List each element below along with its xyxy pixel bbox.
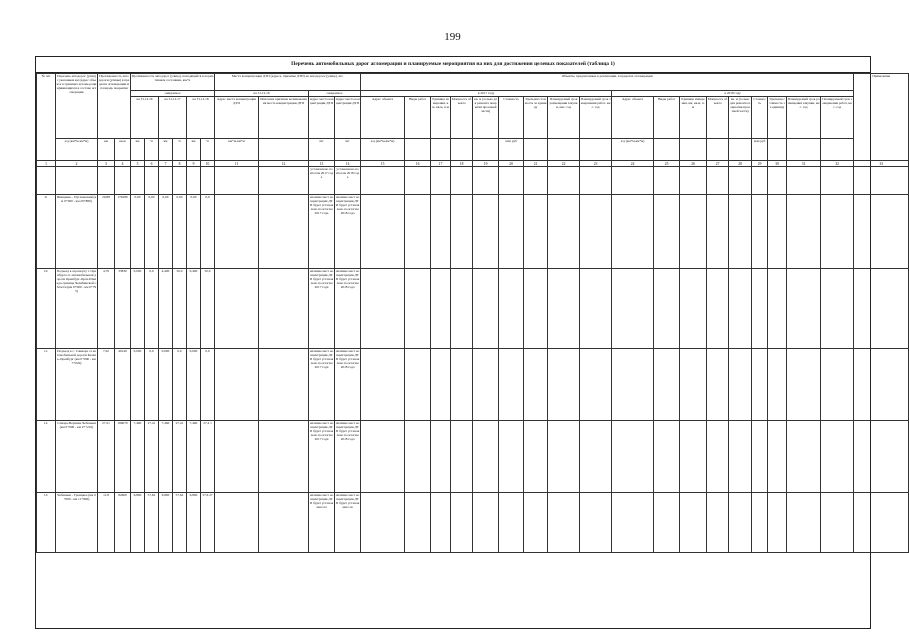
cell-empty <box>768 269 787 349</box>
unit-road-17: а/д (км*м-км*м) <box>361 139 405 161</box>
cell-p3: 57,6 27 <box>201 493 215 553</box>
cell-empty <box>707 421 729 493</box>
cell-area: 179280 <box>115 195 131 269</box>
cell-v1: 0,000 <box>131 349 145 421</box>
cell-empty <box>215 349 259 421</box>
header-dtp-1216: на 31.12.16 <box>215 91 309 97</box>
cell-empty <box>612 269 654 349</box>
header-cost-18: Стоимость <box>752 97 768 139</box>
cell-v3: 0,00 <box>187 195 201 269</box>
cell-v2: 0,000 <box>159 349 173 421</box>
cell-empty <box>854 349 909 421</box>
cell-v3: 6,800 <box>187 493 201 553</box>
header-unit-18: Единица измерения, км, кв.м, п.м <box>680 97 707 139</box>
header-cost-17: Стоимость <box>499 97 524 139</box>
cell-empty <box>499 493 524 553</box>
column-number: 31 <box>787 161 821 167</box>
cell-empty <box>752 421 768 493</box>
cell-empty <box>499 269 524 349</box>
cell-empty <box>361 493 405 553</box>
cell-empty <box>752 493 768 553</box>
column-number: 22 <box>548 161 580 167</box>
header-note: Примечание <box>854 74 909 161</box>
header-obj-addr-17: Адрес объекта <box>361 97 405 139</box>
cell-p1: 0,00 <box>145 195 159 269</box>
cell-empty <box>259 195 309 269</box>
cell-empty <box>707 493 729 553</box>
cell-empty <box>612 421 654 493</box>
column-number: 11 <box>215 161 259 167</box>
cell-empty <box>612 349 654 421</box>
cell-empty <box>768 195 787 269</box>
cell-c14: наличие мест концентрации ДТП будет установлено по <box>335 493 361 553</box>
column-number: 8 <box>173 161 187 167</box>
header-row-units <box>37 139 909 161</box>
column-number: 25 <box>654 161 680 167</box>
cell-p3: 0,0 <box>201 195 215 269</box>
header-d1217: на 31.12.17 <box>159 97 187 139</box>
cell-empty <box>405 349 431 421</box>
header-row-1 <box>37 74 909 91</box>
cell-empty <box>405 269 431 349</box>
cell-area: 49140 <box>115 349 131 421</box>
cell-empty <box>473 195 499 269</box>
cell-c14: наличие мест концентрации ДТП будет установлено по итогам 2018 года <box>335 269 361 349</box>
cell-empty <box>787 195 821 269</box>
header-work-18: Виды работ <box>654 97 680 139</box>
column-number: 24 <box>612 161 654 167</box>
cell-len: 27,21 <box>98 421 115 493</box>
cell-empty <box>854 421 909 493</box>
cont-c13: установлено по итогам 2017 года <box>309 167 335 195</box>
header-end-18: Планируемый срок завершения работ, мес. год <box>821 97 854 139</box>
header-normative: Протяженность автодорог (улица), находящейся в нормативном состоянии, км/% <box>131 74 215 91</box>
column-number: 32 <box>821 161 854 167</box>
unit-mln-17: млн руб <box>499 139 524 161</box>
cell-empty <box>405 493 431 553</box>
column-number: 23 <box>580 161 612 167</box>
column-number: 6 <box>145 161 159 167</box>
cell-empty <box>729 493 752 553</box>
cell-v2: 7,460 <box>159 421 173 493</box>
cell-p1: 27,41 <box>145 421 159 493</box>
cell-empty <box>768 349 787 421</box>
column-number: 10 <box>201 161 215 167</box>
cell-empty <box>361 349 405 421</box>
cell-p1: 0,0 <box>145 349 159 421</box>
cell-p2: 27,41 <box>173 421 187 493</box>
cell-num: 12. <box>37 421 56 493</box>
cell-len: 29,88 <box>98 195 115 269</box>
cell-num: 11. <box>37 349 56 421</box>
cell-empty <box>680 269 707 349</box>
cell-empty <box>524 195 548 269</box>
cell-empty <box>361 269 405 349</box>
cell-empty <box>361 195 405 269</box>
column-number: 7 <box>159 161 173 167</box>
cell-empty <box>752 349 768 421</box>
cell-empty <box>654 349 680 421</box>
header-area-18: кв. м (только для ремонта покрытия проезжей части) <box>729 97 752 139</box>
unit-pct-1: % <box>145 139 159 161</box>
cell-c13: наличие мест концентрации ДТП будет установлено по <box>309 493 335 553</box>
column-number: 1 <box>37 161 56 167</box>
cell-v2: 6,800 <box>159 493 173 553</box>
column-number: 3 <box>98 161 115 167</box>
cell-empty <box>729 269 752 349</box>
cell-empty <box>361 421 405 493</box>
cell-p1: 57,62 <box>145 493 159 553</box>
cell-p2: 50,0 <box>173 269 187 349</box>
cell-empty <box>707 195 729 269</box>
cell-empty <box>473 421 499 493</box>
cell-empty <box>451 269 473 349</box>
roads-table <box>36 73 909 553</box>
cell-empty <box>580 421 612 493</box>
cell-empty <box>405 195 431 269</box>
cell-empty <box>215 493 259 553</box>
header-end-17: Планируемый срок завершения работ, мес. год <box>580 97 612 139</box>
cell-c14: наличие мест концентрации ДТП будет установлено по итогам 2018 года <box>335 349 361 421</box>
table-row <box>37 421 909 493</box>
cell-c13: наличие мест концентрации ДТП будет установлено по итогам 2017 года <box>309 421 335 493</box>
cell-empty <box>729 421 752 493</box>
header-term-18: Планируемый срок размещения закупки, мес. год <box>787 97 821 139</box>
cell-empty <box>654 269 680 349</box>
unit-km-1: км <box>131 139 145 161</box>
header-reasons: Описание причины возникновения места концентрации ДТП <box>259 97 309 139</box>
column-number: 33 <box>854 161 909 167</box>
cell-empty <box>451 493 473 553</box>
cell-c14: наличие мест концентрации ДТП будет установлено по итогам 2018 года <box>335 421 361 493</box>
column-number: 2 <box>56 161 98 167</box>
cell-p2: 0,0 <box>173 349 187 421</box>
column-number: 14 <box>335 161 361 167</box>
cell-area: 166070 <box>115 421 131 493</box>
cell-empty <box>499 195 524 269</box>
cell-name: Самара-Верхние Чебеньки (км 0+000 - км 27+210) <box>56 421 98 493</box>
cell-empty <box>451 195 473 269</box>
cell-len: 7,02 <box>98 349 115 421</box>
column-number: 21 <box>524 161 548 167</box>
cell-empty <box>768 421 787 493</box>
cell-c13: наличие мест концентрации ДТП будет установлено по итогам 2017 года <box>309 269 335 349</box>
cell-len: 11,8 <box>98 493 115 553</box>
cell-empty <box>524 421 548 493</box>
column-number: 30 <box>768 161 787 167</box>
cell-empty <box>680 195 707 269</box>
cell-empty <box>707 269 729 349</box>
cell-empty <box>787 493 821 553</box>
cell-empty <box>821 349 854 421</box>
column-number: 27 <box>707 161 729 167</box>
column-number: 5 <box>131 161 145 167</box>
unit-km-2: км <box>159 139 173 161</box>
cell-area: 33830 <box>115 269 131 349</box>
cell-empty <box>473 269 499 349</box>
header-ucost-18: Удельная стоимость за единицу <box>768 97 787 139</box>
cell-empty <box>215 269 259 349</box>
header-year-2018: в 2018 году <box>612 91 854 97</box>
header-length: Протяженность автодороги (улицы) в пределах агломерации и площадь покрытия <box>98 74 131 139</box>
cell-v1: 6,800 <box>131 493 145 553</box>
cell-c13: наличие мест концентрации ДТП будет установлено по итогам 2017 года <box>309 195 335 269</box>
cell-empty <box>680 493 707 553</box>
header-work-17: Виды работ <box>405 97 431 139</box>
header-addr-1218: Адрес места концентрации ДТП <box>335 97 361 139</box>
header-dtp: Места концентрации ДТП (адреса, причины ДТП) на автодороге (улице), шт. <box>215 74 361 91</box>
cell-p2: 0,00 <box>173 195 187 269</box>
cell-empty <box>821 493 854 553</box>
unit-mln-18: млн руб <box>752 139 768 161</box>
column-number: 13 <box>309 161 335 167</box>
cell-empty <box>821 421 854 493</box>
unit-km: км <box>98 139 115 161</box>
cell-empty <box>431 195 451 269</box>
column-number: 4 <box>115 161 131 167</box>
column-number: 18 <box>451 161 473 167</box>
cell-empty <box>548 421 580 493</box>
cont-c14: установлено по итогам 2018 года <box>335 167 361 195</box>
cell-empty <box>215 421 259 493</box>
cell-empty <box>654 493 680 553</box>
header-d1218: на 31.12.18 <box>187 97 215 139</box>
cell-p3: 27,4 1 <box>201 421 215 493</box>
cell-empty <box>259 349 309 421</box>
header-addr-dtp: Адрес места концентрации ДТП <box>215 97 259 139</box>
column-number: 19 <box>473 161 499 167</box>
cell-len: 4,79 <box>98 269 115 349</box>
column-number: 12 <box>259 161 309 167</box>
header-expected: ожидаемое <box>131 91 215 97</box>
cell-empty <box>499 421 524 493</box>
column-number: 20 <box>499 161 524 167</box>
cell-empty <box>654 421 680 493</box>
cell-v1: 7,460 <box>131 421 145 493</box>
cell-empty <box>431 421 451 493</box>
unit-sht-2: шт <box>335 139 361 161</box>
cell-empty <box>524 493 548 553</box>
cell-empty <box>580 195 612 269</box>
header-dtp-expected: ожидаемое <box>309 91 361 97</box>
cell-empty <box>451 421 473 493</box>
cell-name: Иващенко - Пугачевский (км 0+000 - км 29+880) <box>56 195 98 269</box>
column-number: 16 <box>405 161 431 167</box>
unit-kmm: км*м-км*м <box>215 139 259 161</box>
cell-empty <box>431 349 451 421</box>
column-number: 28 <box>729 161 752 167</box>
cell-empty <box>580 493 612 553</box>
table-row <box>37 493 909 553</box>
header-term-17: Планируемый срок размещения закупки, мес. год <box>548 97 580 139</box>
header-ucost-17: Удельная стоимость за единицу <box>524 97 548 139</box>
header-obj-addr-18: Адрес объекта <box>612 97 654 139</box>
cell-p1: 0,0 <box>145 269 159 349</box>
page-number: 199 <box>444 31 461 43</box>
header-power-17: Мощность объекта <box>451 97 473 139</box>
cell-empty <box>548 349 580 421</box>
header-power-18: Мощность объекта <box>707 97 729 139</box>
cell-v1: 0,000 <box>131 269 145 349</box>
header-addr-1217: Адрес места концентрации ДТП <box>309 97 335 139</box>
cell-empty <box>707 349 729 421</box>
cell-c13: наличие мест концентрации ДТП будет установлено по итогам 2017 года <box>309 349 335 421</box>
cell-empty <box>431 269 451 349</box>
cell-name: Подъезд к с. Сакмара от автомобильной дороги Казань-Оренбург (км 0+000 - км 7+020) <box>56 349 98 421</box>
cell-num: 10. <box>37 269 56 349</box>
header-road-list: Перечень автодорог (улиц) с указанием км (адрес объекта в границах агломе-рации)имеющихся в составе агломерации <box>56 74 98 139</box>
cell-empty <box>259 269 309 349</box>
cell-v2: 4,400 <box>159 269 173 349</box>
cell-empty <box>752 269 768 349</box>
document-sheet <box>35 56 891 629</box>
data-rows <box>37 195 909 553</box>
cell-p3: 0,0 <box>201 349 215 421</box>
unit-sht-1: шт <box>309 139 335 161</box>
table-title: Перечень автомобильных дорог агломерации и планируемые мероприятия на них для достижения целевых показателей (таблица 1) <box>36 57 870 73</box>
cell-empty <box>259 421 309 493</box>
cell-empty <box>215 195 259 269</box>
cell-empty <box>729 195 752 269</box>
header-row-3 <box>37 97 909 139</box>
cell-empty <box>854 195 909 269</box>
column-number: 9 <box>187 161 201 167</box>
cell-empty <box>473 349 499 421</box>
header-area-17: кв. м (только для ремонта покрытия проезжей части) <box>473 97 499 139</box>
column-number: 26 <box>680 161 707 167</box>
header-d1216: на 31.12.16 <box>131 97 159 139</box>
cell-p3: 50,0 <box>201 269 215 349</box>
cell-c14: наличие мест концентрации ДТП будет установлено по итогам 2018 года <box>335 195 361 269</box>
cell-empty <box>752 195 768 269</box>
cell-empty <box>680 421 707 493</box>
cell-num: 13. <box>37 493 56 553</box>
cell-empty <box>548 195 580 269</box>
cell-name: Подъезд к аэропорту г. Оренбурга от автомобильной дороги Оренбург-Орск-Шильда-граница Челябинской области (км 0+000 - км 0+795) <box>56 269 98 349</box>
header-unit-17: Единица измерения, км, кв.м, п.м <box>431 97 451 139</box>
cell-empty <box>580 269 612 349</box>
continuation-row <box>37 167 909 195</box>
unit-kvm: кв.м <box>115 139 131 161</box>
cell-empty <box>580 349 612 421</box>
column-number: 17 <box>431 161 451 167</box>
unit-pct-3: % <box>201 139 215 161</box>
cell-empty <box>499 349 524 421</box>
unit-road: а/д (км*м-км*м) <box>56 139 98 161</box>
cell-area: 82600 <box>115 493 131 553</box>
cell-empty <box>548 493 580 553</box>
cell-v3: 0,400 <box>187 269 201 349</box>
cell-empty <box>548 269 580 349</box>
cell-empty <box>405 421 431 493</box>
cell-name: Чебеньки - Троицкое (км 0+000 - км 11+800) <box>56 493 98 553</box>
cell-empty <box>431 493 451 553</box>
cell-empty <box>680 349 707 421</box>
cell-empty <box>612 493 654 553</box>
cell-num: 9. <box>37 195 56 269</box>
cell-empty <box>768 493 787 553</box>
table-row <box>37 195 909 269</box>
cell-empty <box>259 493 309 553</box>
header-objects: Объекты, предлагаемые к реализации, в пределах агломерации <box>361 74 854 91</box>
cell-empty <box>654 195 680 269</box>
header-year-2017: в 2017 году <box>361 91 612 97</box>
cell-v3: 7,460 <box>187 421 201 493</box>
cell-empty <box>821 269 854 349</box>
table-row <box>37 269 909 349</box>
cell-empty <box>473 493 499 553</box>
cell-empty <box>787 421 821 493</box>
cell-empty <box>524 269 548 349</box>
cell-empty <box>729 349 752 421</box>
cell-empty <box>524 349 548 421</box>
cell-p2: 57,62 <box>173 493 187 553</box>
column-number: 15 <box>361 161 405 167</box>
cell-empty <box>821 195 854 269</box>
unit-pct-2: % <box>173 139 187 161</box>
unit-km-3: км <box>187 139 201 161</box>
cell-v2: 0,00 <box>159 195 173 269</box>
column-number: 29 <box>752 161 768 167</box>
header-num: № п/п <box>37 74 56 161</box>
unit-road-18: а/д (км*м-км*м) <box>612 139 654 161</box>
cell-v3: 0,000 <box>187 349 201 421</box>
cell-empty <box>787 349 821 421</box>
cell-v1: 0,00 <box>131 195 145 269</box>
cell-empty <box>451 349 473 421</box>
cell-empty <box>854 269 909 349</box>
table-row <box>37 349 909 421</box>
cell-empty <box>787 269 821 349</box>
cell-empty <box>612 195 654 269</box>
cell-empty <box>854 493 909 553</box>
